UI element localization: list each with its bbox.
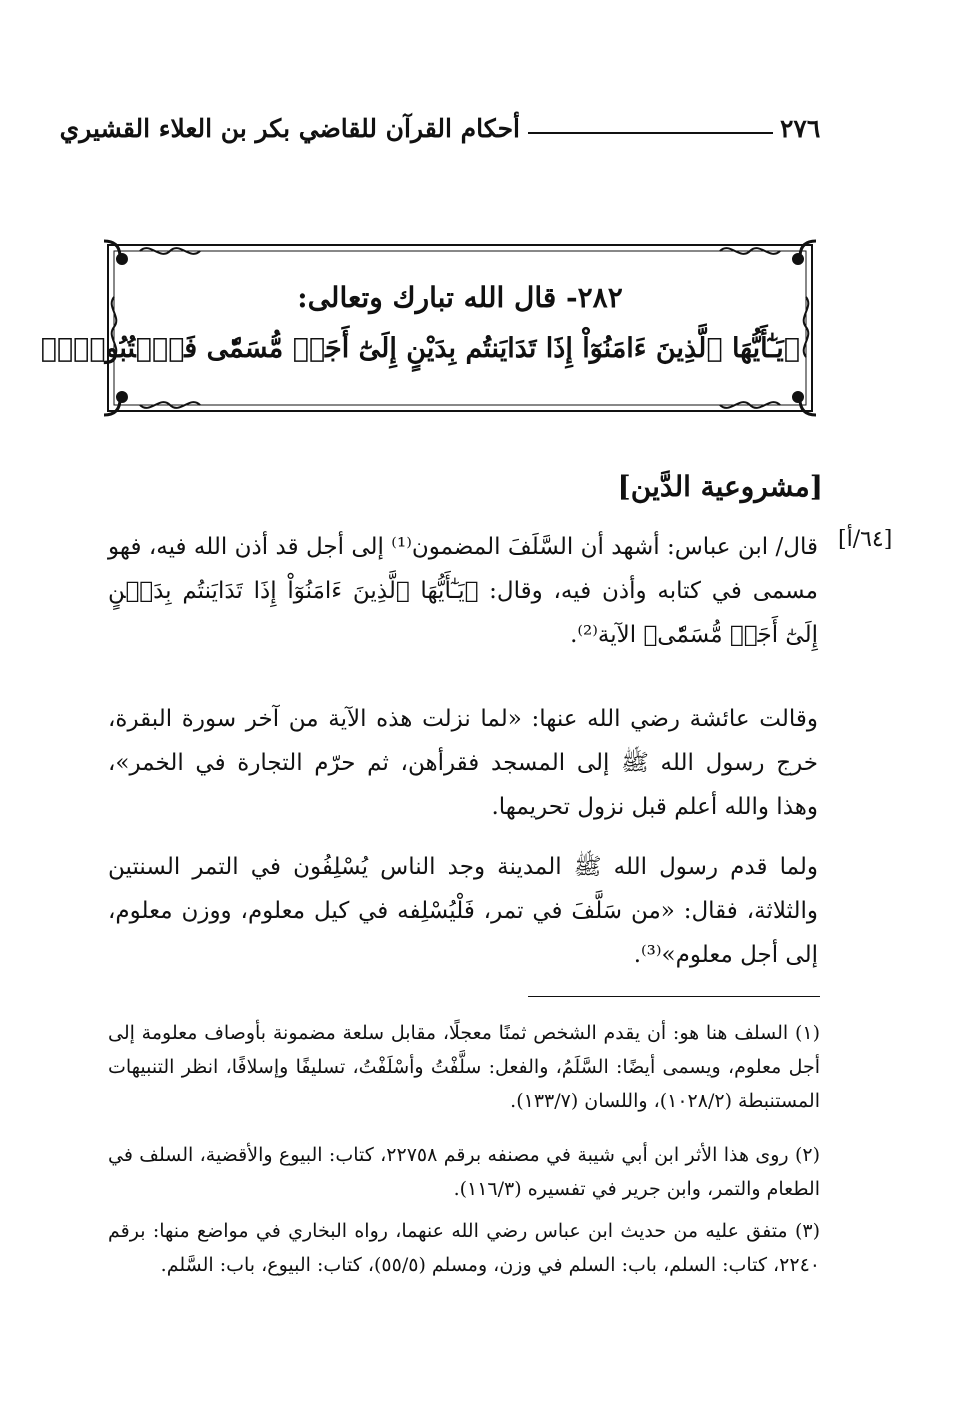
verse-text: ﴿يَـٰٓأَيُّهَا ٱلَّذِينَ ءَامَنُوٓاْ إِذَا تَدَايَنتُم بِدَيْنٍ إِلَىٰٓ أَجَلٖ مُّسَمّٗى فَٱكۡتُبُوهُۚ﴾ (40, 333, 800, 364)
verse-heading: ٢٨٢- قال الله تبارك وتعالى: (297, 281, 623, 314)
verse-frame (40, 237, 820, 419)
running-header (59, 108, 821, 154)
footnote-1: (١) السلف هنا هو: أن يقدم الشخص ثمنًا معجلًا، مقابل سلعة مضمونة بأوصاف معلومة إلى أجل معلوم، ويسمى أيضًا: السَّلَمُ، والفعل: سلَّفْتُ وأسْلَفْتُ، تسليفًا وإسلافًا، انظر التنبيهات المستنبطة (١٠٢٨/٢)، واللسان (١٣٣/٧). (108, 1022, 821, 1112)
ornamental-border-icon (40, 237, 820, 419)
footnote-2: (٢) روى هذا الأثر ابن أبي شيبة في مصنفه برقم ٢٢٧٥٨، كتاب: البيوع والأقضية، السلف في الطعام والتمر، وابن جرير في تفسيره (١١٦/٣). (108, 1144, 820, 1200)
footnote-separator (528, 996, 820, 997)
header-rule (528, 132, 773, 134)
section-title: [مشروعية الدَّين] (617, 470, 823, 503)
manuscript-folio-ref: [٦٤/أ] (838, 527, 893, 552)
page-number: ٢٧٦ (780, 114, 821, 143)
paragraph-salaf-hadith: ولما قدم رسول الله ﷺ المدينة وجد الناس يُسْلِفُون في التمر السنتين والثلاثة، فقال: «من سَلَّفَ في تمر، فَلْيُسْلِفه في كيل معلوم، ووزن معلوم، إلى أجل معلوم»⁽³⁾. (108, 854, 818, 968)
paragraph-aisha: وقالت عائشة رضي الله عنها: «لما نزلت هذه الآية من آخر سورة البقرة، خرج رسول الله ﷺ إلى المسجد فقرأهن، ثم حرّم التجارة في الخمر»، وهذا والله أعلم قبل نزول تحريمها. (108, 706, 818, 820)
footnote-3: (٣) متفق عليه من حديث ابن عباس رضي الله عنهما، رواه البخاري في مواضع منها: برقم ٢٢٤٠، كتاب: السلم، باب: السلم في وزن، ومسلم (٥٥/٥)، كتاب: البيوع، باب: السَّلم. (108, 1220, 820, 1276)
book-title: أحكام القرآن للقاضي بكر بن العلاء القشيري (59, 114, 520, 143)
paragraph-ibn-abbas: قال/ ابن عباس: أشهد أن السَّلَفَ المضمون⁽¹⁾ إلى أجل قد أذن الله فيه، فهو مسمى في كتابه وأذن فيه، وقال: ﴿يَـٰٓأَيُّهَا ٱلَّذِينَ ءَامَنُوٓاْ إِذَا تَدَايَنتُم بِدَيۡنٍ إِلَىٰٓ أَجَلٖ مُّسَمّٗى﴾ الآية⁽²⁾. (108, 534, 818, 648)
